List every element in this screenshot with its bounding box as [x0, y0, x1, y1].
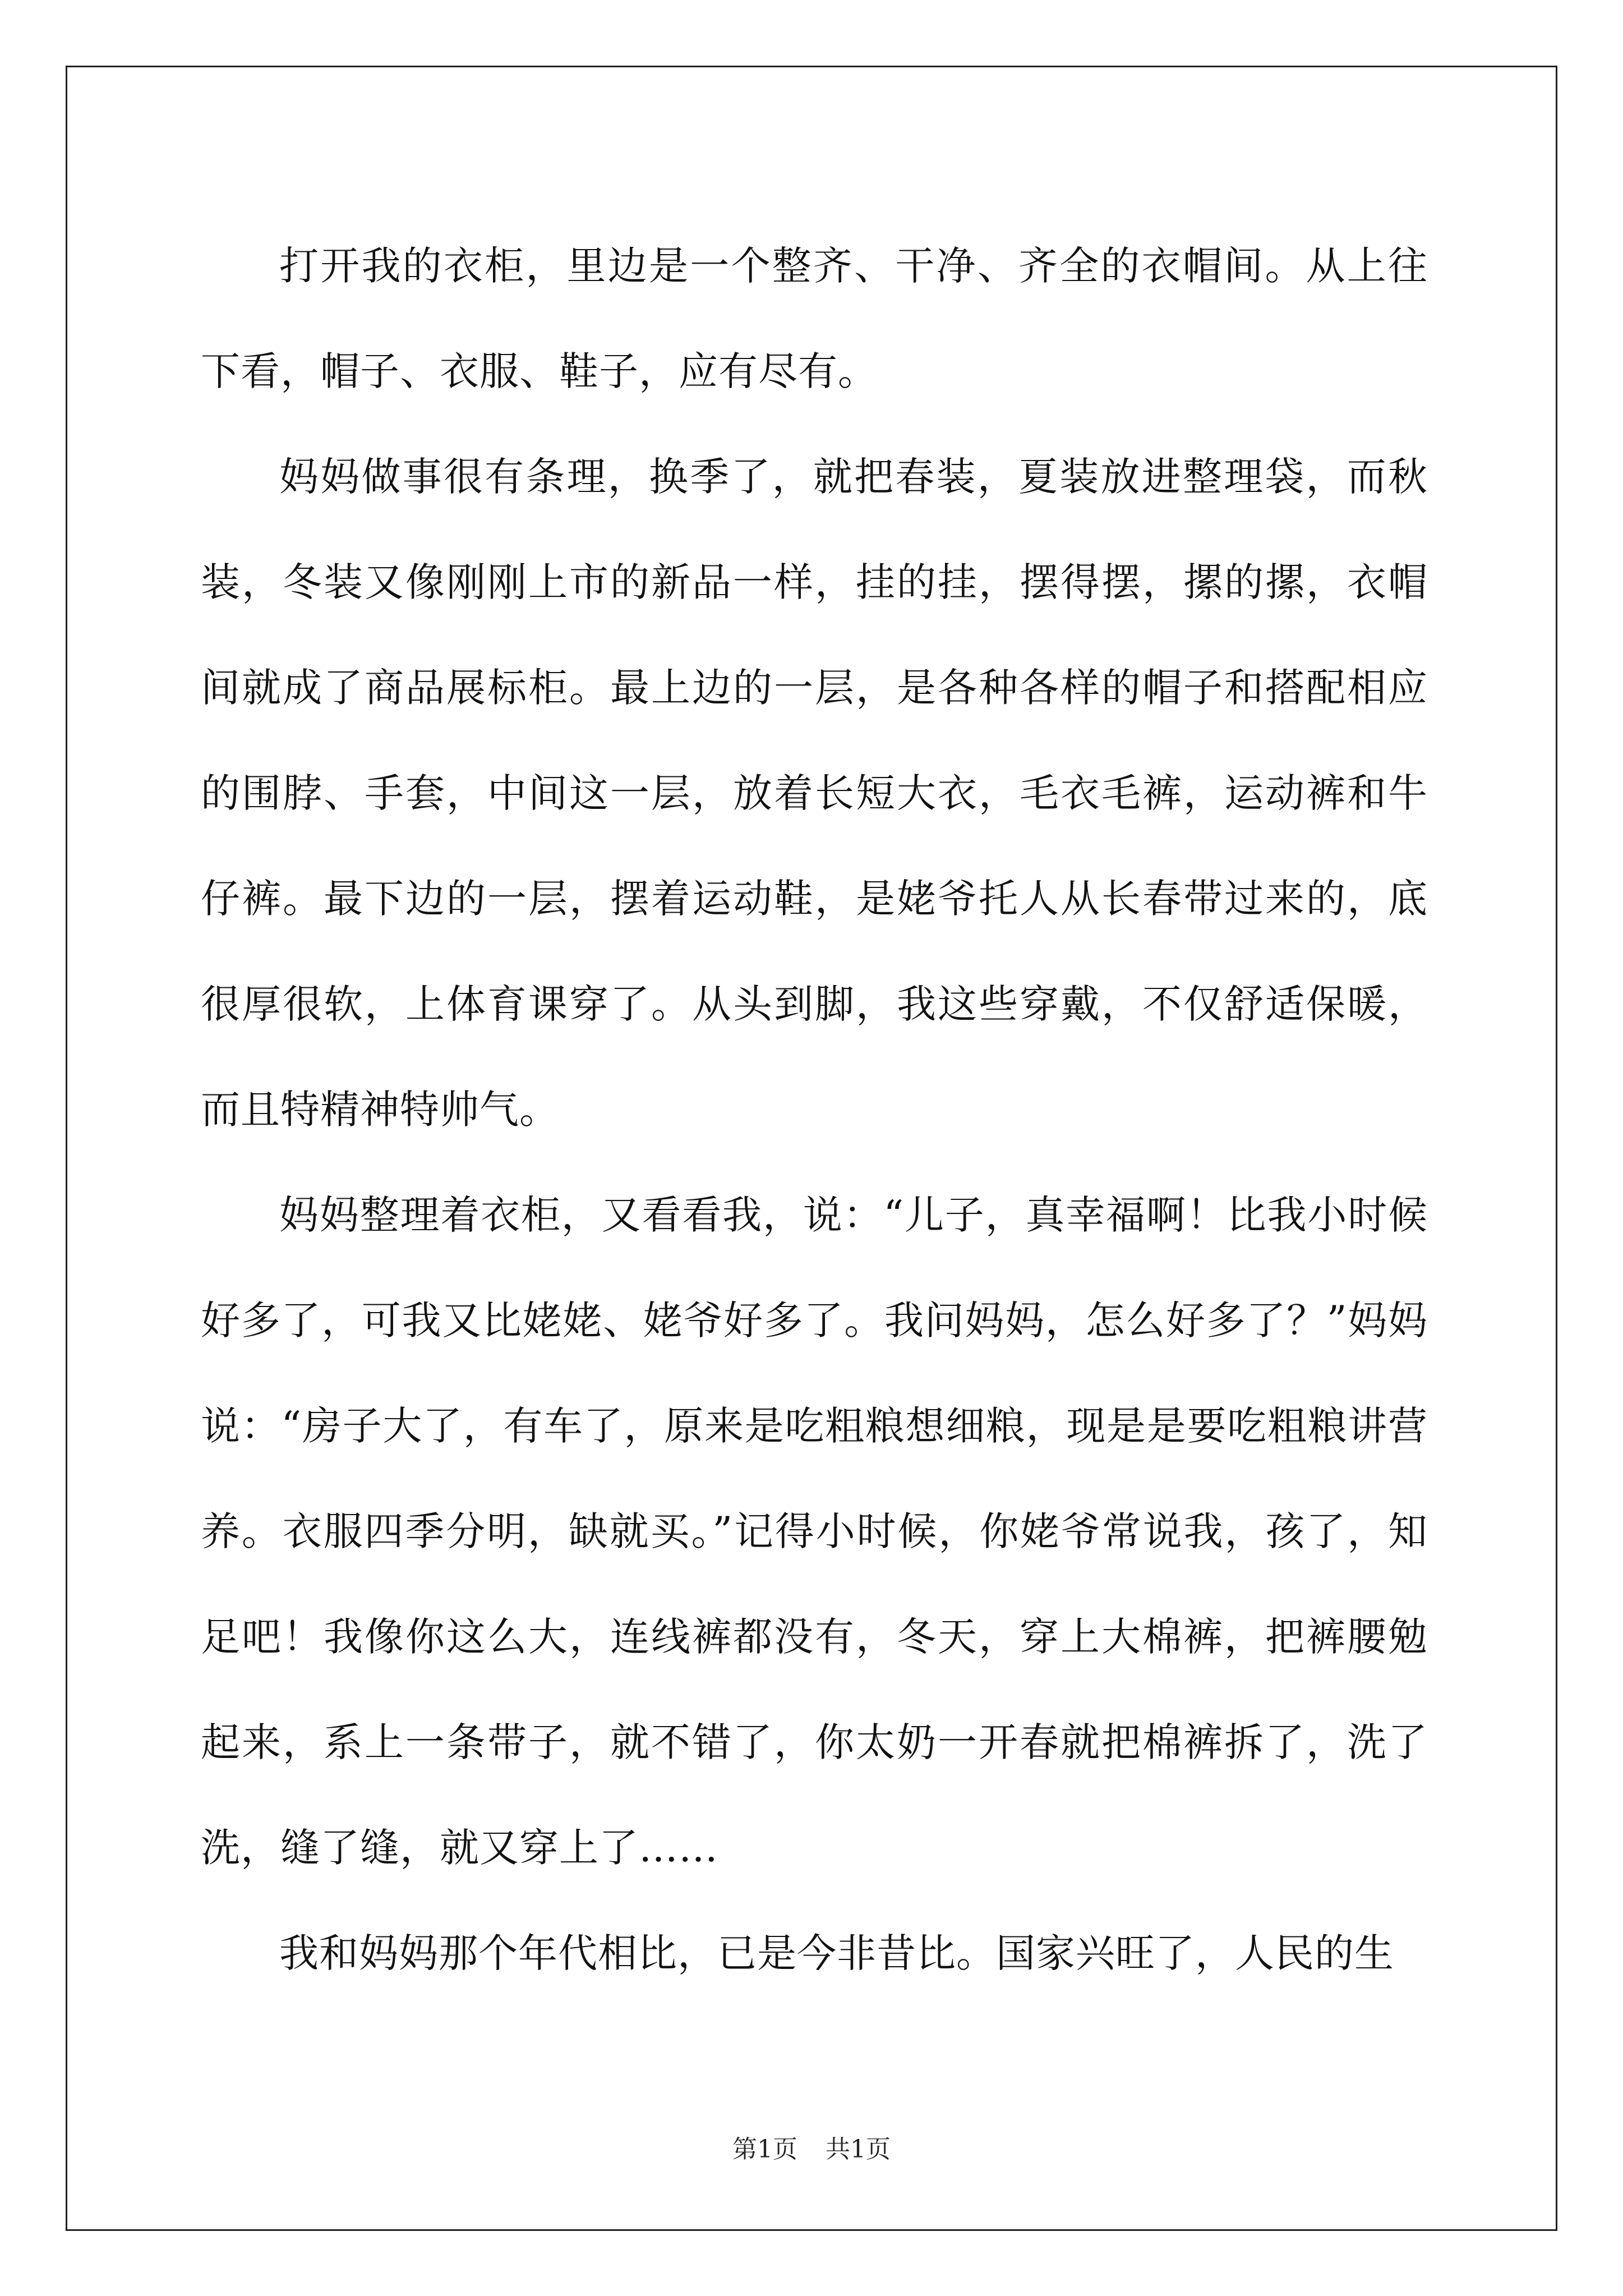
paragraph-2: 妈妈做事很有条理，换季了，就把春装，夏装放进整理袋，而秋装，冬装又像刚刚上市的新品一样，挂的挂，摆得摆，摞的摞，衣帽间就成了商品展标柜。最上边的一层，是各种各样的帽子和搭配相应的围脖、手套，中间这一层，放着长短大衣，毛衣毛裤，运动裤和牛仔裤。最下边的一层，摆着运动鞋，是姥爷托人从长春带过来的，底很厚很软，上体育课穿了。从头到脚，我这些穿戴，不仅舒适保暖，而且特精神特帅气。 — [201, 454, 1428, 1133]
paragraph-4: 我和妈妈那个年代相比，已是今非昔比。国家兴旺了，人民的生 — [279, 1930, 1394, 1976]
page-total: 共1页 — [826, 2135, 891, 2164]
page-footer — [0, 2129, 1623, 2165]
document-body — [201, 213, 1428, 2006]
paragraph-1: 打开我的衣柜，里边是一个整齐、干净、齐全的衣帽间。从上往下看，帽子、衣服、鞋子，应有尽有。 — [201, 243, 1428, 394]
paragraph-3: 妈妈整理着衣柜，又看看我，说：“儿子，真幸福啊！比我小时候好多了，可我又比姥姥、姥爷好多了。我问妈妈，怎么好多了？”妈妈说：“房子大了，有车了，原来是吃粗粮想细粮，现是是要吃粗粮讲营养。衣服四季分明，缺就买。”记得小时候，你姥爷常说我，孩了，知足吧！我像你这么大，连线裤都没有，冬天，穿上大棉裤，把裤腰勉起来，系上一条带子，就不错了，你太奶一开春就把棉裤拆了，洗了洗，缝了缝，就又穿上了…… — [201, 1192, 1428, 1871]
page-number: 第1页 — [732, 2135, 797, 2164]
